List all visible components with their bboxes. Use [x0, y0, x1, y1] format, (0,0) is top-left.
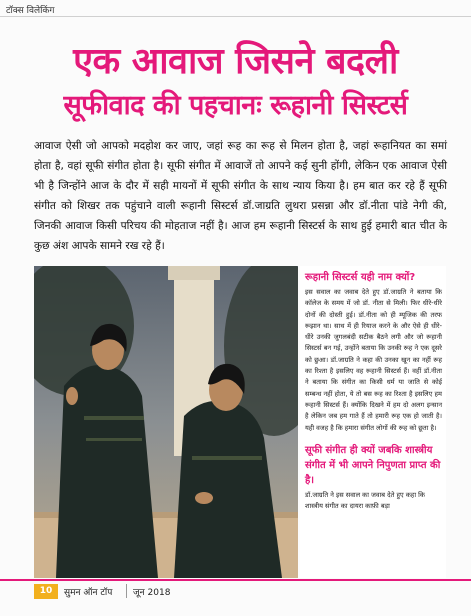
magazine-name: सुमन ऑन टॉप — [64, 588, 113, 598]
top-divider — [0, 16, 471, 17]
answer-1: इस सवाल का जवाब देते हुए डॉ.जाग्रति ने बताया कि कॉलेज के समय में जो डॉ. नीता से मिली। फिर धीरे-धीरे दोनों की दोस्ती हुई। डॉ.नीता को ही म्यूजिक की तरफ रूझान था। साथ में ही रियाज करने के और ऐसे ही धीरे-धीरे उनकी जुगलबंदी सटीक बैठने लगी और जो रूहानी सिस्टर्स बन गई, उन्होंने बताया कि उनकी रूह ने एक दूसरे को छुआ। डॉ.जाग्रति ने कहा की उनका खून का नहीं रूह का रिश्ता है इसलिए वह रूहानी सिस्टर्स हैं। वहीं डॉ.नीता ने बताया कि संगीत का किसी धर्म या जाति से कोई सम्बन्ध नहीं होता, ये तो बस रूह का रिश्ता है इसलिए हम रूहानी सिस्टर्स हैं। क्योंकि दिखने में हम दो अलग इन्सान है लेकिन जब हम गाते हैं तो हमारी रूह एक हो जाती है। यही वजह है कि हमारा संगीत लोगों की रूह को छूता है। — [305, 288, 442, 432]
intro-paragraph: आवाज ऐसी जो आपको मदहोश कर जाए, जहां रूह का रूह से मिलन होता है, जहां रूहानियत का समां होता है, वहां सूफी संगीत होता है। सूफी संगीत में आवाजें तो आपने कई सुनी होंगी, लेकिन एक आवाज ऐसी भी है जिन्होंने आज के दौर में सही मायनों में सूफी संगीत के साथ न्याय किया है। हम बात कर रहे हैं सूफी संगीत को शिखर तक पहुंचाने वाली रूहानी सिस्टर्स डॉ.जाग्रति लुथरा प्रसन्ना और डॉ.नीता पांडे नेगी की, जिनकी आवाज किसी परिचय की मोहताज नहीं है। आज हम रूहानी सिस्टर्स के साथ हुई हमारी बात चीत के कुछ अंश आपके सामने रख रहे हैं। — [34, 140, 447, 252]
singers-photo — [34, 266, 298, 578]
headline-line-2: सूफीवाद की पहचानः रूहानी सिस्टर्स — [63, 90, 408, 121]
footer-divider — [0, 579, 471, 581]
photo-illustration — [34, 266, 298, 578]
answer-2: डॉ.जाग्रति ने इस सवाल का जवाब देते हुए कहा कि शास्त्रीय संगीत का दायरा काफ़ी बड़ा — [305, 490, 425, 511]
headline-line-1: एक आवाज जिसने बदली — [73, 41, 398, 82]
issue-date: जून 2018 — [133, 588, 171, 598]
page-number-badge: 10 — [34, 584, 58, 599]
question-2: सूफी संगीत ही क्यों जबकि शास्त्रीय संगीत में भी आपने निपुणता प्राप्त की है। — [305, 444, 441, 486]
interview-sidebar — [300, 266, 446, 578]
footer-separator — [126, 584, 127, 598]
section-label: टॉक्स विलेकिंग — [6, 6, 55, 16]
question-1: रूहानी सिस्टर्स यही नाम क्यों? — [305, 272, 416, 283]
